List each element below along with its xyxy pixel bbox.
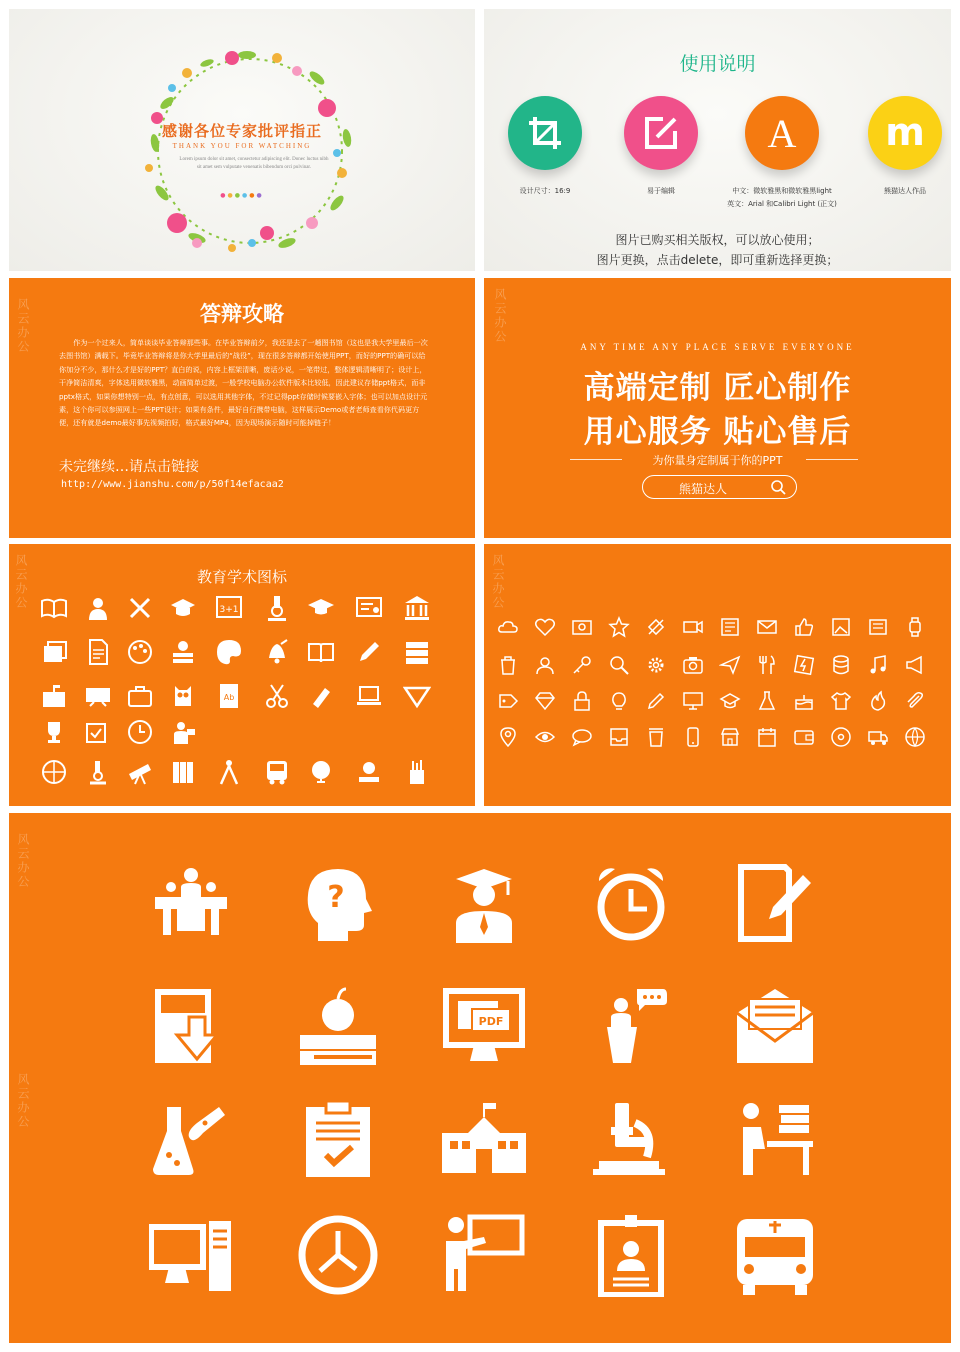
student-icon xyxy=(84,594,112,622)
font-circle xyxy=(745,96,819,170)
caption-size: 设计尺寸：16:9 xyxy=(519,187,571,195)
laptop-icon xyxy=(355,682,383,710)
location-pin-icon xyxy=(497,726,519,748)
brand-circle xyxy=(868,96,942,170)
mortarboard-icon xyxy=(307,594,335,622)
wall-clock-icon xyxy=(296,1213,380,1297)
clipboard-check-icon xyxy=(296,1097,380,1181)
wallet-icon xyxy=(793,726,815,748)
article-link[interactable]: http://www.jianshu.com/p/50f14efacaa2 xyxy=(61,479,284,490)
book-open-icon xyxy=(307,638,335,666)
svg-text:A: A xyxy=(767,111,797,155)
flower-wreath-icon xyxy=(137,43,363,259)
abc-board-icon xyxy=(84,682,112,710)
school-building-icon xyxy=(40,682,68,710)
database-icon xyxy=(830,654,852,676)
satellite-icon xyxy=(645,616,667,638)
svg-text:?: ? xyxy=(327,880,345,915)
watermark: 风云办公 xyxy=(16,833,30,889)
continue-text: 未完继续…请点击链接 xyxy=(59,459,199,475)
svg-text:3+1: 3+1 xyxy=(219,605,239,615)
compass-icon xyxy=(215,758,243,786)
replace-note: 图片更换，点击delete，即可重新选择更换； xyxy=(596,253,839,267)
coffee-cup-icon xyxy=(645,726,667,748)
video-icon xyxy=(682,616,704,638)
head-question-icon xyxy=(296,861,380,945)
instructions-title: 使用说明 xyxy=(679,53,756,75)
marker-icon xyxy=(307,682,335,710)
crop-circle xyxy=(508,96,582,170)
megaphone-icon xyxy=(904,654,926,676)
download-book-icon xyxy=(149,985,233,1069)
flask-icon xyxy=(756,690,778,712)
document-icon xyxy=(84,638,112,666)
receipt-icon xyxy=(867,616,889,638)
lock-icon xyxy=(571,690,593,712)
heart-icon xyxy=(534,616,556,638)
image-icon xyxy=(830,616,852,638)
student-desk-icon xyxy=(733,1097,817,1181)
desktop-computer-icon xyxy=(149,1213,233,1297)
cloud-icon xyxy=(497,616,519,638)
font-a-icon xyxy=(760,111,804,155)
lightning-card-icon xyxy=(793,654,815,676)
tagline: 为你量身定制属于你的PPT xyxy=(652,454,783,467)
lightbulb-icon xyxy=(608,690,630,712)
slogan-english: ANY TIME ANY PLACE SERVE EVERYONE xyxy=(580,342,855,352)
defense-tips-slide xyxy=(9,278,475,538)
camera-icon xyxy=(571,616,593,638)
alarm-clock-icon xyxy=(589,861,673,945)
calendar-icon xyxy=(756,726,778,748)
tshirt-icon xyxy=(830,690,852,712)
caption-font xyxy=(722,185,842,211)
svg-text:m: m xyxy=(885,113,925,153)
user-icon xyxy=(534,654,556,676)
thank-you-slide xyxy=(9,9,475,271)
owl-icon xyxy=(169,682,197,710)
music-note-icon xyxy=(867,654,889,676)
watermark: 风云办公 xyxy=(16,298,30,354)
scissors-icon xyxy=(263,682,291,710)
open-envelope-icon xyxy=(733,985,817,1069)
apple-on-books-icon xyxy=(296,985,380,1069)
instructions-slide xyxy=(484,9,951,271)
caption-edit: 易于编辑 xyxy=(647,187,675,195)
gear-icon xyxy=(645,654,667,676)
checklist-icon xyxy=(84,718,112,746)
school-building-large-icon xyxy=(442,1097,526,1181)
cake-icon xyxy=(793,690,815,712)
fire-icon xyxy=(867,690,889,712)
graduation-cap-icon xyxy=(169,594,197,622)
watch-icon xyxy=(904,616,926,638)
newspaper-icon xyxy=(719,616,741,638)
watermark: 风云办公 xyxy=(14,554,28,610)
bus-icon xyxy=(733,1213,817,1297)
palette-icon xyxy=(126,638,154,666)
monitor-icon xyxy=(682,690,704,712)
slogan-line-2: 用心服务 贴心售后 xyxy=(583,414,852,450)
trophy-icon xyxy=(40,718,68,746)
pen-icon xyxy=(645,690,667,712)
search-icon[interactable] xyxy=(770,479,786,495)
line-icons-slide xyxy=(484,544,951,806)
pencil-icon xyxy=(355,638,383,666)
thank-you-title: 感谢各位专家批评指正 xyxy=(161,122,322,140)
magnifier-icon xyxy=(608,654,630,676)
custom-service-slide xyxy=(484,278,951,538)
teacher-board-icon xyxy=(442,1213,526,1297)
smartphone-icon xyxy=(682,726,704,748)
watermark: 风云办公 xyxy=(491,554,505,610)
truck-icon xyxy=(867,726,889,748)
school-bus-icon xyxy=(263,758,291,786)
clock-icon xyxy=(126,718,154,746)
education-icons-title: 教育学术图标 xyxy=(196,568,287,586)
paper-plane-icon xyxy=(719,654,741,676)
edit-icon xyxy=(641,113,681,153)
lecture-podium-icon xyxy=(149,861,233,945)
teacher-icon xyxy=(169,718,197,746)
binders-icon xyxy=(169,758,197,786)
museum-icon xyxy=(403,594,431,622)
thank-you-subtitle: THANK YOU FOR WATCHING xyxy=(172,142,312,150)
key-icon xyxy=(571,654,593,676)
open-book-icon xyxy=(40,594,68,622)
eye-icon xyxy=(534,726,556,748)
search-label: 熊猫达人 xyxy=(678,482,727,496)
write-document-icon xyxy=(733,861,817,945)
svg-text:PDF: PDF xyxy=(478,1015,504,1028)
defense-title: 答辩攻略 xyxy=(200,302,284,326)
certificate-icon xyxy=(355,594,383,622)
lorem-text: Lorem ipsum dolor sit amet, consectetur adipiscing elit. Donec luctus nibh sit amet sem vulputate venenatis bibendum orci pulvinar. xyxy=(179,157,329,170)
disc-icon xyxy=(830,726,852,748)
edit-circle xyxy=(624,96,698,170)
book-stack-icon xyxy=(403,638,431,666)
diamond-icon xyxy=(534,690,556,712)
caption-font-cn: 中文：微软雅黑和微软雅黑light xyxy=(732,187,832,195)
watermark: 风云办公 xyxy=(493,288,507,344)
m-logo-icon xyxy=(881,113,929,153)
globe-icon xyxy=(307,758,335,786)
web-globe-icon xyxy=(904,726,926,748)
bell-icon xyxy=(263,638,291,666)
trash-icon xyxy=(497,654,519,676)
store-icon xyxy=(719,726,741,748)
chemistry-flasks-icon xyxy=(149,1097,233,1181)
speaker-podium-icon xyxy=(589,985,673,1069)
pencil-cup-icon xyxy=(403,758,431,786)
defense-body: 作为一个过来人，简单谈谈毕业答辩那些事。在毕业答辩前夕，我还是去了一趟图书馆（这也是我大学里最后一次去图书馆）满载下。毕竟毕业答辩将是你大学里最后的“战役”，现在很多答辩都开始使用PPT，而好的PPT的确可以给你加分不少，那什么才是好的PPT？直白的说，内容上框架清晰，废话少说，一笔带过，整体逻辑清晰明了；设计上，干净简洁清爽，字体选用微软雅黑，动画简单过渡，一般学校电脑办公软件版本比较低，因此建议存储ppt格式，而非pptx格式，如果你想特别一点，有点创意，可以选用其他字体，不过记得ppt存储时候要嵌入字体；也可以加点设计元素，这个你可以参照网上一些PPT设计；如果有条件，最好自行携带电脑，这样展示Demo或者老师查看你代码更方便，还有就是demo最好事先视频拍好，格式最好MP4，因为现场演示随时可能掉链子！ xyxy=(59,338,428,428)
thumbs-up-icon xyxy=(793,616,815,638)
paperclip-icon xyxy=(904,690,926,712)
inbox-icon xyxy=(608,726,630,748)
cutlery-icon xyxy=(756,654,778,676)
caption-font-en: 英文：Arial 和Calibri Light (正文) xyxy=(727,200,837,208)
copyright-note: 图片已购买相关版权，可以放心使用； xyxy=(615,233,820,247)
graduate-icon xyxy=(442,861,526,945)
color-dots: ●●●●●● xyxy=(220,192,264,199)
photo-camera-icon xyxy=(682,654,704,676)
telescope-icon xyxy=(126,758,154,786)
crop-icon xyxy=(525,113,565,153)
apple-book-icon xyxy=(355,758,383,786)
basketball-icon xyxy=(40,758,68,786)
blackboard-icon xyxy=(215,594,243,622)
paint-palette-icon xyxy=(215,638,243,666)
star-icon xyxy=(608,616,630,638)
caption-brand: 熊猫达人作品 xyxy=(884,187,926,195)
id-card-icon xyxy=(589,1213,673,1297)
tag-icon xyxy=(497,690,519,712)
watermark: 风云办公 xyxy=(16,1073,30,1129)
chat-bubble-icon xyxy=(571,726,593,748)
pdf-monitor-icon xyxy=(442,985,526,1069)
apple-books-icon xyxy=(169,638,197,666)
microscope-icon xyxy=(263,594,291,622)
large-icons-slide xyxy=(9,813,951,1343)
microscope-large-icon xyxy=(589,1097,673,1181)
svg-text:Ab: Ab xyxy=(223,693,235,702)
photos-icon xyxy=(40,638,68,666)
briefcase-icon xyxy=(126,682,154,710)
triangle-ruler-icon xyxy=(403,682,431,710)
notebook-icon xyxy=(215,682,243,710)
education-icons-slide xyxy=(9,544,475,806)
mail-icon xyxy=(756,616,778,638)
slogan-line-1: 高端定制 匠心制作 xyxy=(583,370,852,406)
lab-microscope-icon xyxy=(84,758,112,786)
search-box[interactable] xyxy=(642,475,797,499)
pencil-ruler-icon xyxy=(126,594,154,622)
grad-cap-outline-icon xyxy=(719,690,741,712)
